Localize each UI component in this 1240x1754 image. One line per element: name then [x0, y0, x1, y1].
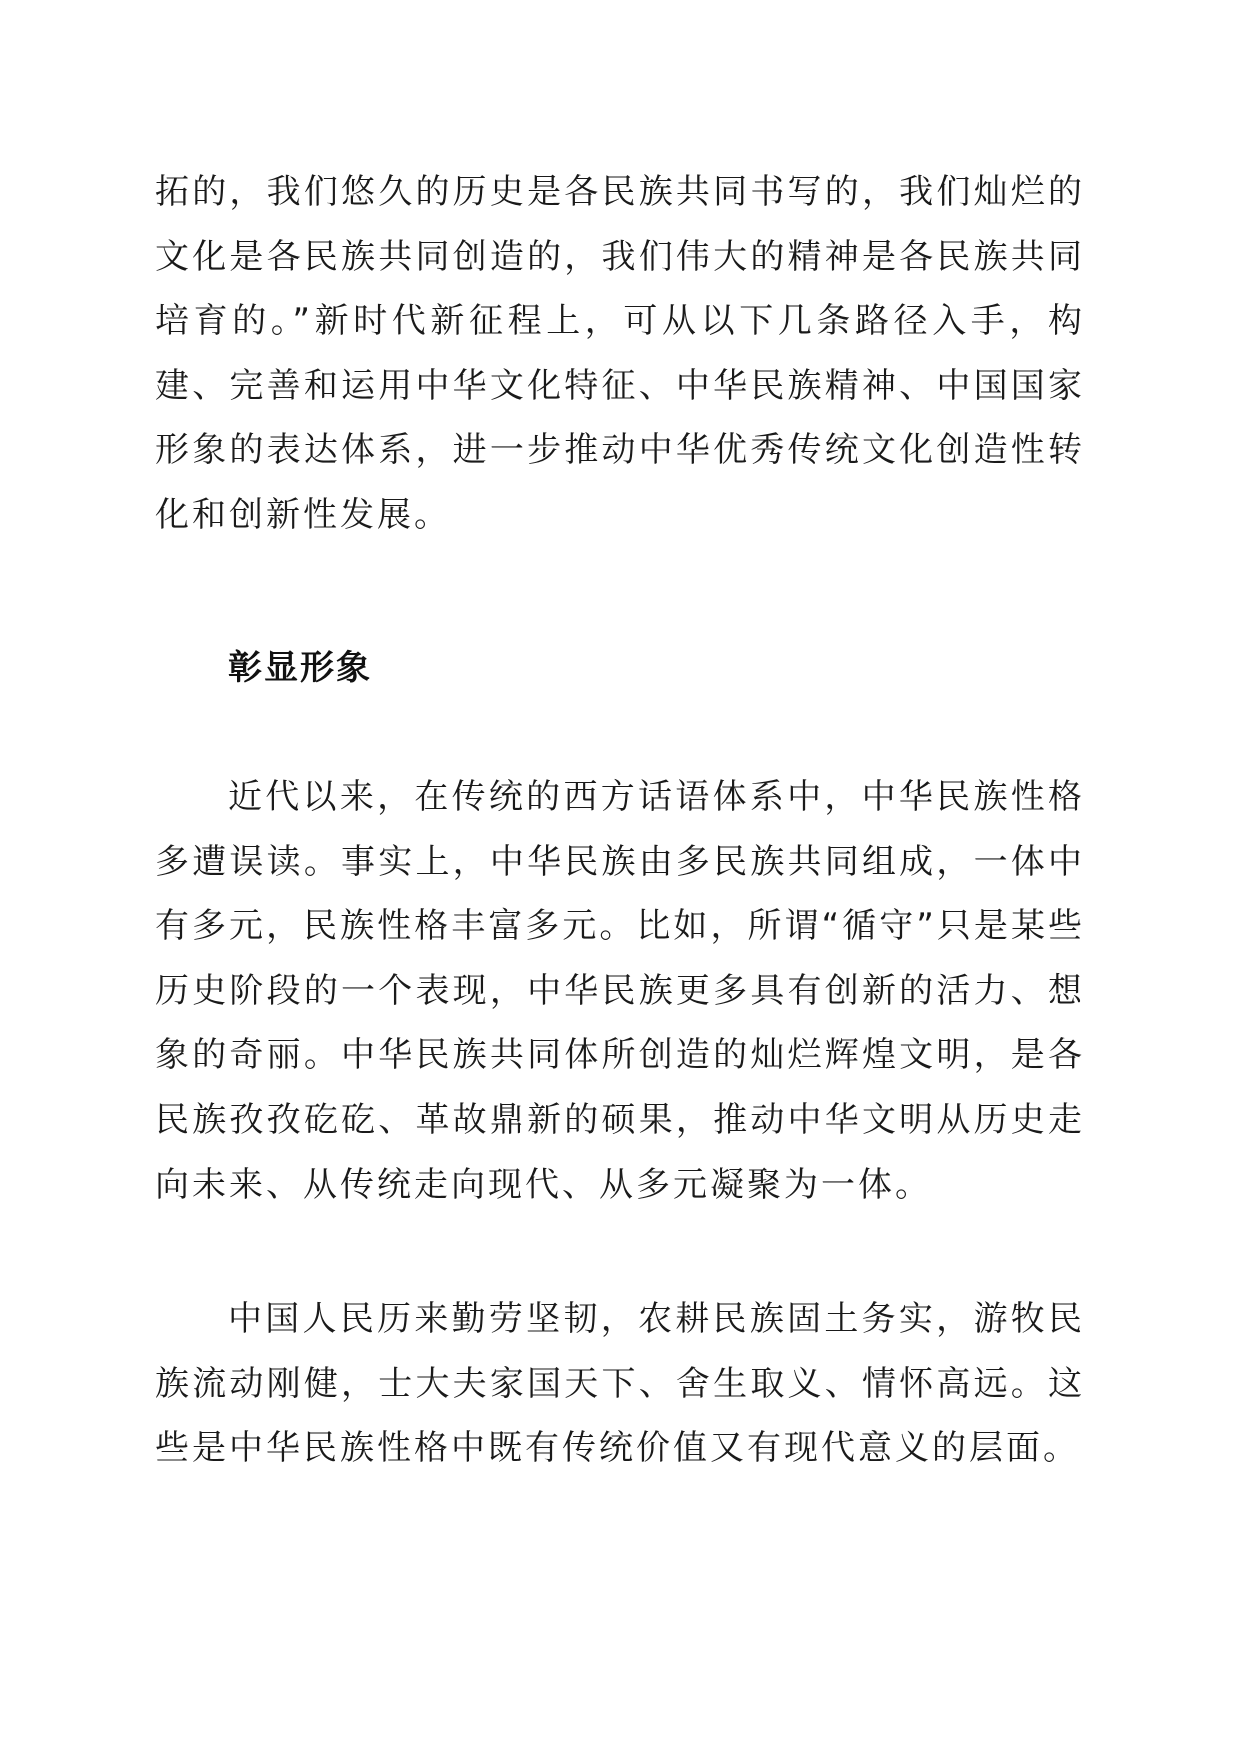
body-paragraph: 拓的，我们悠久的历史是各民族共同书写的，我们灿烂的文化是各民族共同创造的，我们伟大的精神是各民族共同培育的。”新时代新征程上，可从以下几条路径入手，构建、完善和运用中华文化特征、中华民族精神、中国国家形象的表达体系，进一步推动中华优秀传统文化创造性转化和创新性发展。 [155, 172, 1085, 535]
body-paragraph: 中国人民历来勤劳坚韧，农耕民族固土务实，游牧民族流动刚健，士大夫家国天下、舍生取义、情怀高远。这些是中华民族性格中既有传统价值又有现代意义的层面。 [155, 1299, 1085, 1469]
body-paragraph: 近代以来，在传统的西方话语体系中，中华民族性格多遭误读。事实上，中华民族由多民族共同组成，一体中有多元，民族性格丰富多元。比如，所谓“循守”只是某些历史阶段的一个表现，中华民族更多具有创新的活力、想象的奇丽。中华民族共同体所创造的灿烂辉煌文明，是各民族孜孜矻矻、革故鼎新的硕果，推动中华文明从历史走向未来、从传统走向现代、从多元凝聚为一体。 [155, 777, 1085, 1205]
section-heading: 彰显形象 [228, 648, 372, 688]
